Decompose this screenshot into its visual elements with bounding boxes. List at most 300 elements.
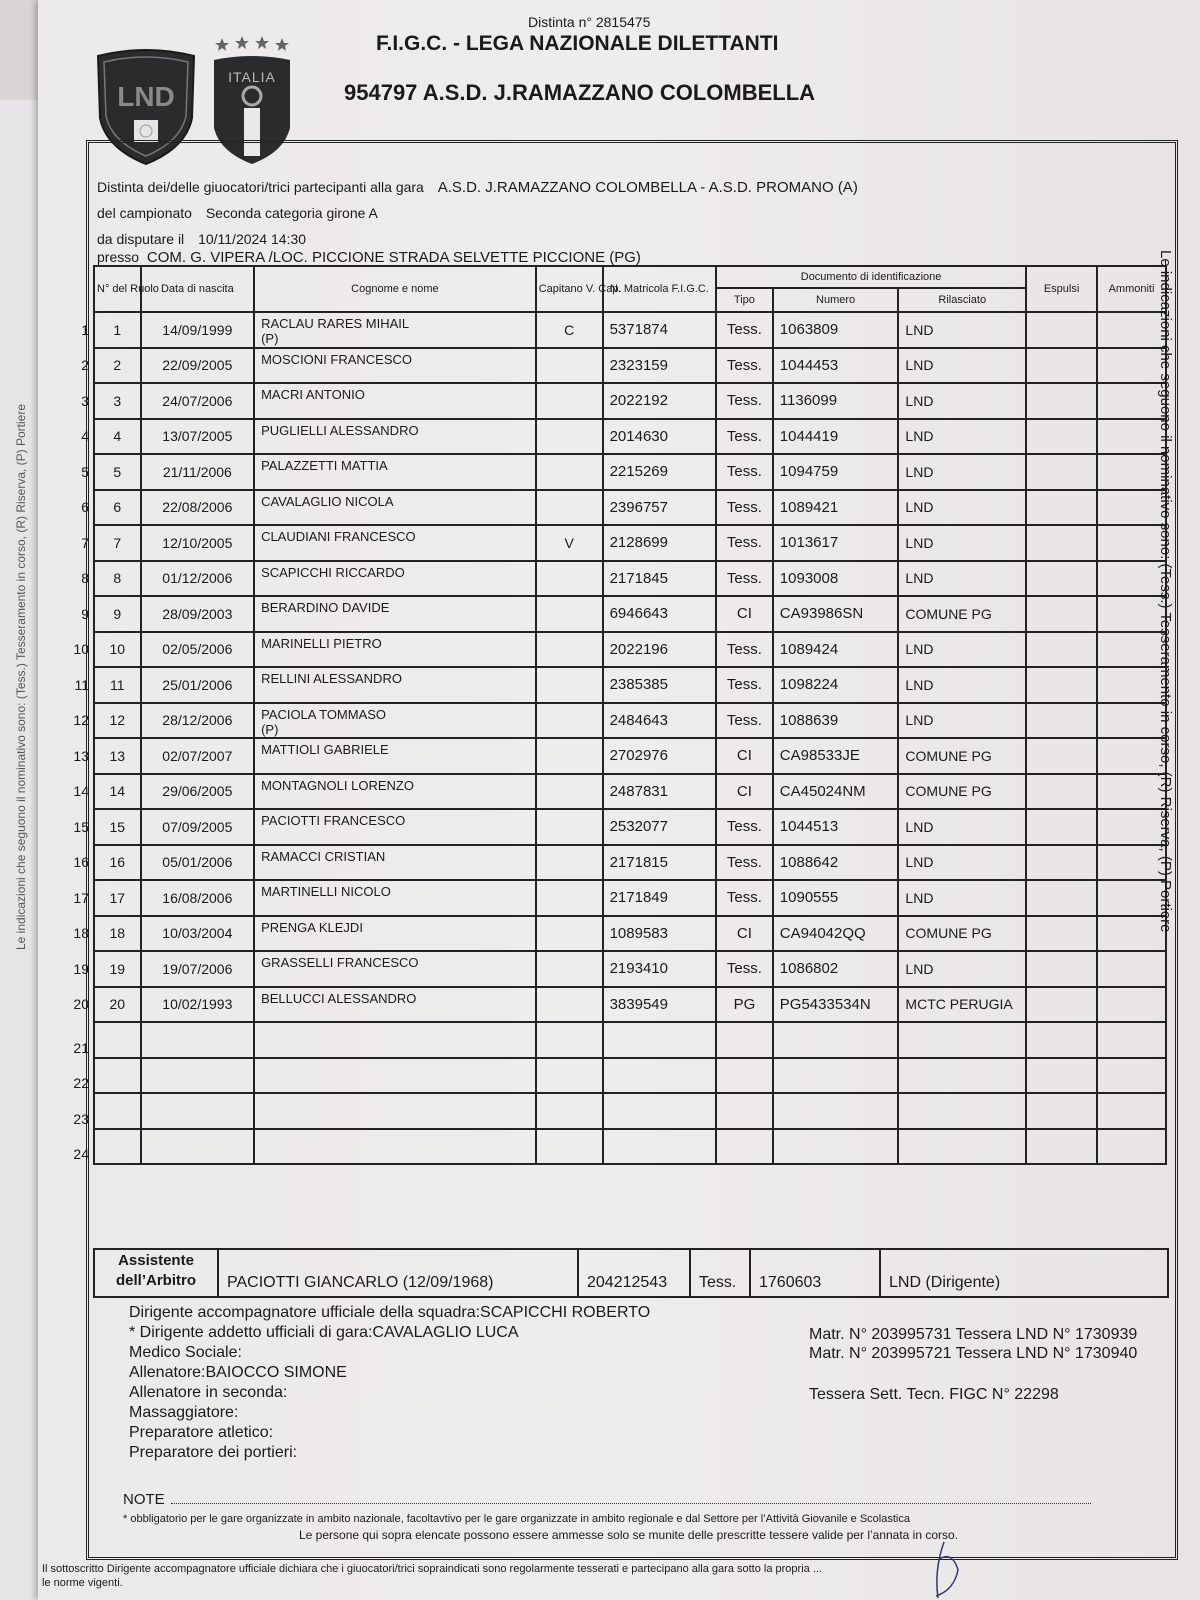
doc-issuer-cell [898,1093,1026,1129]
player-name: MACRI ANTONIO [261,387,365,402]
row-number: 24 [73,1146,89,1163]
club-title: 954797 A.S.D. J.RAMAZZANO COLOMBELLA [344,80,816,105]
doc-type-cell [716,1058,773,1094]
row-number: 11 [74,676,89,693]
staff-registrations [809,1325,1137,1404]
table-row [94,490,1166,526]
birthdate-cell: 10/03/2004 [141,916,254,952]
expelled-cell [1026,312,1097,348]
player-name: PUGLIELLI ALESSANDRO [261,422,419,438]
ruolo-value: 9 [113,605,122,622]
expelled-cell [1026,348,1097,384]
doc-type-cell: Tess. [716,561,773,597]
player-name: RELLINI ALESSANDRO [261,671,402,686]
player-name: RAMACCI CRISTIAN [261,848,386,864]
matricola-cell: 2022192 [603,383,716,419]
header-matricola: N. Matricola F.I.G.C. [603,266,716,312]
name-cell [254,419,536,455]
header-nascita: Data di nascita [141,266,254,312]
booked-cell [1097,1058,1166,1094]
row-number: 1 [81,321,89,338]
birthdate-cell [141,1022,254,1058]
venue-line [97,249,641,266]
row-number: 21 [73,1039,89,1056]
matricola-cell: 2323159 [603,348,716,384]
name-cell [254,987,536,1023]
header-espulsi: Espulsi [1026,266,1097,312]
doc-issuer-cell: LND [898,951,1026,987]
ruolo-value: 7 [113,534,122,551]
header-tipo: Tipo [716,288,773,312]
captain-cell [536,703,603,739]
expelled-cell [1026,383,1097,419]
doc-type-cell: Tess. [716,312,773,348]
player-name: PACIOTTI FRANCESCO [261,813,406,828]
distinta-number: Distinta n° 2815475 [528,14,651,30]
ruolo-cell [73,1093,141,1129]
matricola-cell: 2171849 [603,880,716,916]
name-cell [254,845,536,881]
staff-role: Allenatore in seconda: [129,1384,288,1401]
ruolo-cell [81,383,141,419]
doc-number-cell: 1088639 [773,703,899,739]
ruolo-value: 19 [109,960,126,977]
ruolo-value: 12 [109,712,126,729]
captain-cell [536,1093,603,1129]
captain-cell: C [536,312,603,348]
birthdate-cell: 12/10/2005 [141,525,254,561]
name-cell [254,1058,536,1094]
captain-cell [536,880,603,916]
doc-number-cell: 1098224 [773,667,899,703]
table-row [94,1058,1166,1094]
captain-cell [536,951,603,987]
doc-issuer-cell: LND [898,561,1026,597]
name-cell [254,383,536,419]
header-rilasciato: Rilasciato [898,288,1026,312]
doc-type-cell: Tess. [716,454,773,490]
staff-role: * Dirigente addetto ufficiali di gara: [129,1324,373,1341]
table-row [94,312,1166,348]
row-number: 16 [73,854,89,871]
player-name: CAVALAGLIO NICOLA [261,493,394,509]
ruolo-value: 18 [109,925,126,942]
doc-issuer-cell: COMUNE PG [898,738,1026,774]
staff-line [129,1403,650,1423]
doc-type-cell: PG [716,987,773,1023]
staff-role: Preparatore dei portieri: [129,1444,298,1461]
staff-role: Preparatore atletico: [129,1424,274,1441]
row-number: 6 [81,499,89,516]
birthdate-cell: 07/09/2005 [141,809,254,845]
doc-type-cell: Tess. [716,348,773,384]
doc-type-cell [716,1129,773,1165]
row-number: 2 [81,357,89,374]
row-number: 13 [73,747,89,764]
doc-type-cell: CI [716,738,773,774]
captain-cell [536,561,603,597]
background-side-note: Le indicazioni che seguono il nominativo sono: (Tess.) Tesseramento in corso, (R) Riserva, (P) Portiere [14,403,28,950]
ruolo-cell [73,987,141,1023]
name-cell [254,1129,536,1165]
venue-value: COM. G. VIPERA /LOC. PICCIONE STRADA SELVETTE PICCIONE (PG) [146,249,641,266]
doc-issuer-cell: COMUNE PG [898,774,1026,810]
ruolo-cell [81,348,141,384]
row-number: 17 [73,889,89,906]
birthdate-cell: 10/02/1993 [141,987,254,1023]
staff-role: Massaggiatore: [129,1404,239,1421]
birthdate-cell [141,1093,254,1129]
birthdate-cell: 24/07/2006 [141,383,254,419]
staff-line [129,1423,650,1443]
table-row [94,561,1166,597]
table-row [94,987,1166,1023]
doc-number-cell: 1088642 [773,845,899,881]
booked-cell [1097,1129,1166,1165]
name-cell [254,454,536,490]
doc-type-cell: Tess. [716,632,773,668]
ruolo-cell [73,880,141,916]
date-value: 10/11/2024 14:30 [198,231,307,247]
staff-name: SCAPICCHI ROBERTO [480,1304,651,1321]
date-line [97,231,306,247]
row-number: 15 [73,818,89,835]
birthdate-cell: 02/07/2007 [141,738,254,774]
staff-line [129,1303,650,1323]
notes-field [123,1491,1091,1508]
expelled-cell [1026,632,1097,668]
match-value: A.S.D. J.RAMAZZANO COLOMBELLA - A.S.D. PROMANO (A) [437,179,858,196]
doc-number-cell [773,1093,899,1129]
doc-number-cell: 1089424 [773,632,899,668]
doc-type-cell: Tess. [716,845,773,881]
player-name: MARTINELLI NICOLO [261,884,391,899]
assistant-referee-matricola: 204212543 [578,1249,690,1297]
captain-cell [536,667,603,703]
captain-cell [536,774,603,810]
table-row [94,419,1166,455]
row-number: 8 [81,570,89,587]
name-cell [254,561,536,597]
matricola-cell: 2014630 [603,419,716,455]
expelled-cell [1026,596,1097,632]
captain-cell [536,490,603,526]
name-cell [254,809,536,845]
birthdate-cell: 13/07/2005 [141,419,254,455]
ruolo-cell [81,525,141,561]
table-row [94,703,1166,739]
ruolo-cell [73,774,141,810]
ruolo-value: 6 [113,499,122,516]
name-cell [254,525,536,561]
ruolo-value: 16 [109,854,126,871]
staff-role: Dirigente accompagnatore ufficiale della squadra: [129,1304,481,1321]
row-number: 12 [73,712,89,729]
row-number: 4 [81,428,89,445]
birthdate-cell: 02/05/2006 [141,632,254,668]
doc-issuer-cell: MCTC PERUGIA [898,987,1026,1023]
ruolo-value: 2 [113,357,122,374]
staff-line [129,1343,650,1363]
captain-cell [536,987,603,1023]
expelled-cell [1026,561,1097,597]
doc-number-cell: 1090555 [773,880,899,916]
table-row [94,667,1166,703]
birthdate-cell: 22/08/2006 [141,490,254,526]
staff-line [129,1363,650,1383]
expelled-cell [1026,1022,1097,1058]
matricola-cell: 2215269 [603,454,716,490]
row-number: 22 [73,1075,89,1092]
doc-number-cell [773,1129,899,1165]
booked-cell [1097,1022,1166,1058]
matricola-cell [603,1058,716,1094]
captain-cell [536,348,603,384]
doc-number-cell: PG5433534N [773,987,899,1023]
matricola-cell: 2022196 [603,632,716,668]
league-title: F.I.G.C. - LEGA NAZIONALE DILETTANTI [376,32,779,55]
name-cell [254,880,536,916]
birthdate-cell: 25/01/2006 [141,667,254,703]
ruolo-cell [81,312,141,348]
matricola-cell: 6946643 [603,596,716,632]
captain-cell [536,845,603,881]
staff-line [129,1323,650,1343]
doc-issuer-cell: COMUNE PG [898,916,1026,952]
expelled-cell [1026,1058,1097,1094]
assistant-referee-rilasciato: LND (Dirigente) [880,1249,1168,1297]
row-number: 23 [73,1110,89,1127]
doc-issuer-cell: LND [898,312,1026,348]
ruolo-cell [73,1129,141,1165]
birthdate-cell: 16/08/2006 [141,880,254,916]
matricola-cell [603,1093,716,1129]
doc-number-cell: 1044453 [773,348,899,384]
championship-label: del campionato [97,205,192,221]
ruolo-cell [73,738,141,774]
expelled-cell [1026,454,1097,490]
captain-cell [536,419,603,455]
staff-role: Allenatore: [129,1364,206,1381]
player-name: PACIOLA TOMMASO [261,706,387,722]
matricola-cell: 2128699 [603,525,716,561]
declaration-text: Il sottoscritto Dirigente accompagnatore ufficiale dichiara che i giuocatori/trici sopraindicati sono regolarmente tesserati e partecipano alla gara sotto la propria ... [42,1563,822,1575]
svg-text:LND: LND [117,81,175,112]
player-name: MONTAGNOLI LORENZO [261,777,414,793]
doc-issuer-cell: LND [898,490,1026,526]
row-number: 3 [81,392,89,409]
expelled-cell [1026,525,1097,561]
background-sheet [0,100,41,1600]
matricola-cell: 5371874 [603,312,716,348]
header-ruolo: N° del Ruolo [94,266,141,312]
doc-type-cell [716,1093,773,1129]
player-name: PALAZZETTI MATTIA [261,458,388,473]
table-row [94,596,1166,632]
ruolo-value: 5 [113,463,122,480]
doc-issuer-cell: LND [898,454,1026,490]
ruolo-cell [81,454,141,490]
row-number: 18 [73,925,89,942]
doc-number-cell: 1086802 [773,951,899,987]
birthdate-cell: 21/11/2006 [141,454,254,490]
header-capitano: Capitano V. Cap. [536,266,603,312]
table-row [94,880,1166,916]
name-cell [254,596,536,632]
staff-registration-1: Matr. N° 203995731 Tessera LND N° 1730939 [809,1326,1138,1343]
name-cell [254,703,536,739]
ruolo-cell [73,632,141,668]
doc-number-cell [773,1022,899,1058]
player-name: MATTIOLI GABRIELE [261,742,389,757]
table-row [94,383,1166,419]
expelled-cell [1026,845,1097,881]
doc-number-cell: CA94042QQ [773,916,899,952]
ruolo-cell [73,809,141,845]
ruolo-cell [81,596,141,632]
matricola-cell: 2385385 [603,667,716,703]
player-name: MOSCIONI FRANCESCO [261,351,413,367]
table-row [94,916,1166,952]
staff-line [129,1443,650,1463]
birthdate-cell: 28/09/2003 [141,596,254,632]
birthdate-cell: 22/09/2005 [141,348,254,384]
match-label: Distinta dei/delle giuocatori/trici partecipanti alla gara [97,179,424,195]
birthdate-cell: 28/12/2006 [141,703,254,739]
assistant-referee-row [93,1248,1169,1298]
doc-issuer-cell: LND [898,703,1026,739]
player-name: MARINELLI PIETRO [261,635,382,651]
doc-number-cell: 1013617 [773,525,899,561]
table-row [94,525,1166,561]
staff-registration-3: Tessera Sett. Tecn. FIGC N° 22298 [809,1386,1059,1403]
expelled-cell [1026,738,1097,774]
doc-issuer-cell: LND [898,667,1026,703]
ruolo-value: 8 [113,570,122,587]
doc-number-cell: 1044419 [773,419,899,455]
player-name: SCAPICCHI RICCARDO [261,564,405,580]
expelled-cell [1026,880,1097,916]
notes-dotted-line [171,1503,1091,1504]
expelled-cell [1026,667,1097,703]
assistant-referee-tipo: Tess. [690,1249,750,1297]
ruolo-value: 20 [109,996,126,1013]
matricola-cell: 2532077 [603,809,716,845]
expelled-cell [1026,916,1097,952]
doc-issuer-cell [898,1022,1026,1058]
table-row [94,348,1166,384]
header-numero: Numero [773,288,899,312]
name-cell [254,632,536,668]
doc-number-cell: 1044513 [773,809,899,845]
row-number: 5 [81,463,89,480]
ruolo-cell [73,1022,141,1058]
row-number: 20 [73,996,89,1013]
captain-cell [536,632,603,668]
doc-issuer-cell: LND [898,383,1026,419]
doc-issuer-cell: LND [898,419,1026,455]
ruolo-value: 14 [109,783,126,800]
captain-cell [536,454,603,490]
birthdate-cell: 29/06/2005 [141,774,254,810]
doc-number-cell: CA93986SN [773,596,899,632]
captain-cell [536,916,603,952]
matricola-cell: 1089583 [603,916,716,952]
doc-number-cell: 1094759 [773,454,899,490]
booked-cell [1097,987,1166,1023]
doc-issuer-cell: LND [898,632,1026,668]
doc-issuer-cell: LND [898,845,1026,881]
championship-value: Seconda categoria girone A [205,205,378,221]
ruolo-cell [73,916,141,952]
doc-type-cell: Tess. [716,809,773,845]
doc-number-cell: 1093008 [773,561,899,597]
birthdate-cell: 19/07/2006 [141,951,254,987]
side-legend-note: Le indicazioni che seguono il nominativo sono: (Tess.) Tesseramento in corso, (R) Riserva, (P) Portiere [1157,250,1174,933]
table-row [94,738,1166,774]
table-row [94,774,1166,810]
row-number: 10 [73,641,89,658]
name-cell [254,1022,536,1058]
doc-issuer-cell: LND [898,348,1026,384]
player-name: BERARDINO DAVIDE [261,600,390,615]
document-sheet [38,0,1200,1600]
footnote-admission: Le persone qui sopra elencate possono essere ammesse solo se munite delle prescritte tessere valide per l’annata in corso. [299,1528,959,1542]
birthdate-cell [141,1129,254,1165]
doc-number-cell: 1136099 [773,383,899,419]
ruolo-cell [73,845,141,881]
staff-registration-2: Matr. N° 203995721 Tessera LND N° 1730940 [809,1345,1138,1362]
roster-table [73,265,1167,1165]
staff-role: Medico Sociale: [129,1344,242,1361]
assistant-referee-numero: 1760603 [750,1249,880,1297]
birthdate-cell [141,1058,254,1094]
roster-form [73,140,1178,1560]
captain-cell [536,1129,603,1165]
table-row [94,1129,1166,1165]
captain-cell [536,1022,603,1058]
matricola-cell [603,1129,716,1165]
player-name: PRENGA KLEJDI [261,919,363,935]
matricola-cell: 2171845 [603,561,716,597]
matricola-cell: 2193410 [603,951,716,987]
expelled-cell [1026,951,1097,987]
ruolo-value: 1 [113,321,122,338]
booked-cell [1097,1093,1166,1129]
footnote-mandatory: * obbligatorio per le gare organizzate in ambito nazionale, facoltavtivo per le gare organizzate in ambito regionale e dal Settore per l’Attività Giovanile e Scolastica [123,1513,910,1525]
assistant-referee-label: Assistente dell’Arbitro [94,1249,218,1297]
doc-type-cell: CI [716,774,773,810]
header-ammoniti: Ammoniti [1097,266,1166,312]
ruolo-cell [81,561,141,597]
ruolo-cell [81,419,141,455]
doc-type-cell: CI [716,916,773,952]
table-row [94,845,1166,881]
ruolo-cell [81,490,141,526]
player-name: RACLAU RARES MIHAIL [261,316,410,331]
expelled-cell [1026,703,1097,739]
doc-issuer-cell: LND [898,525,1026,561]
staff-name: BAIOCCO SIMONE [205,1364,347,1381]
doc-type-cell: CI [716,596,773,632]
matricola-cell: 2702976 [603,738,716,774]
player-role-note: (P) [261,721,279,737]
ruolo-value: 4 [113,428,122,445]
ruolo-value: 13 [109,747,126,764]
name-cell [254,312,536,348]
ruolo-cell [73,951,141,987]
expelled-cell [1026,809,1097,845]
